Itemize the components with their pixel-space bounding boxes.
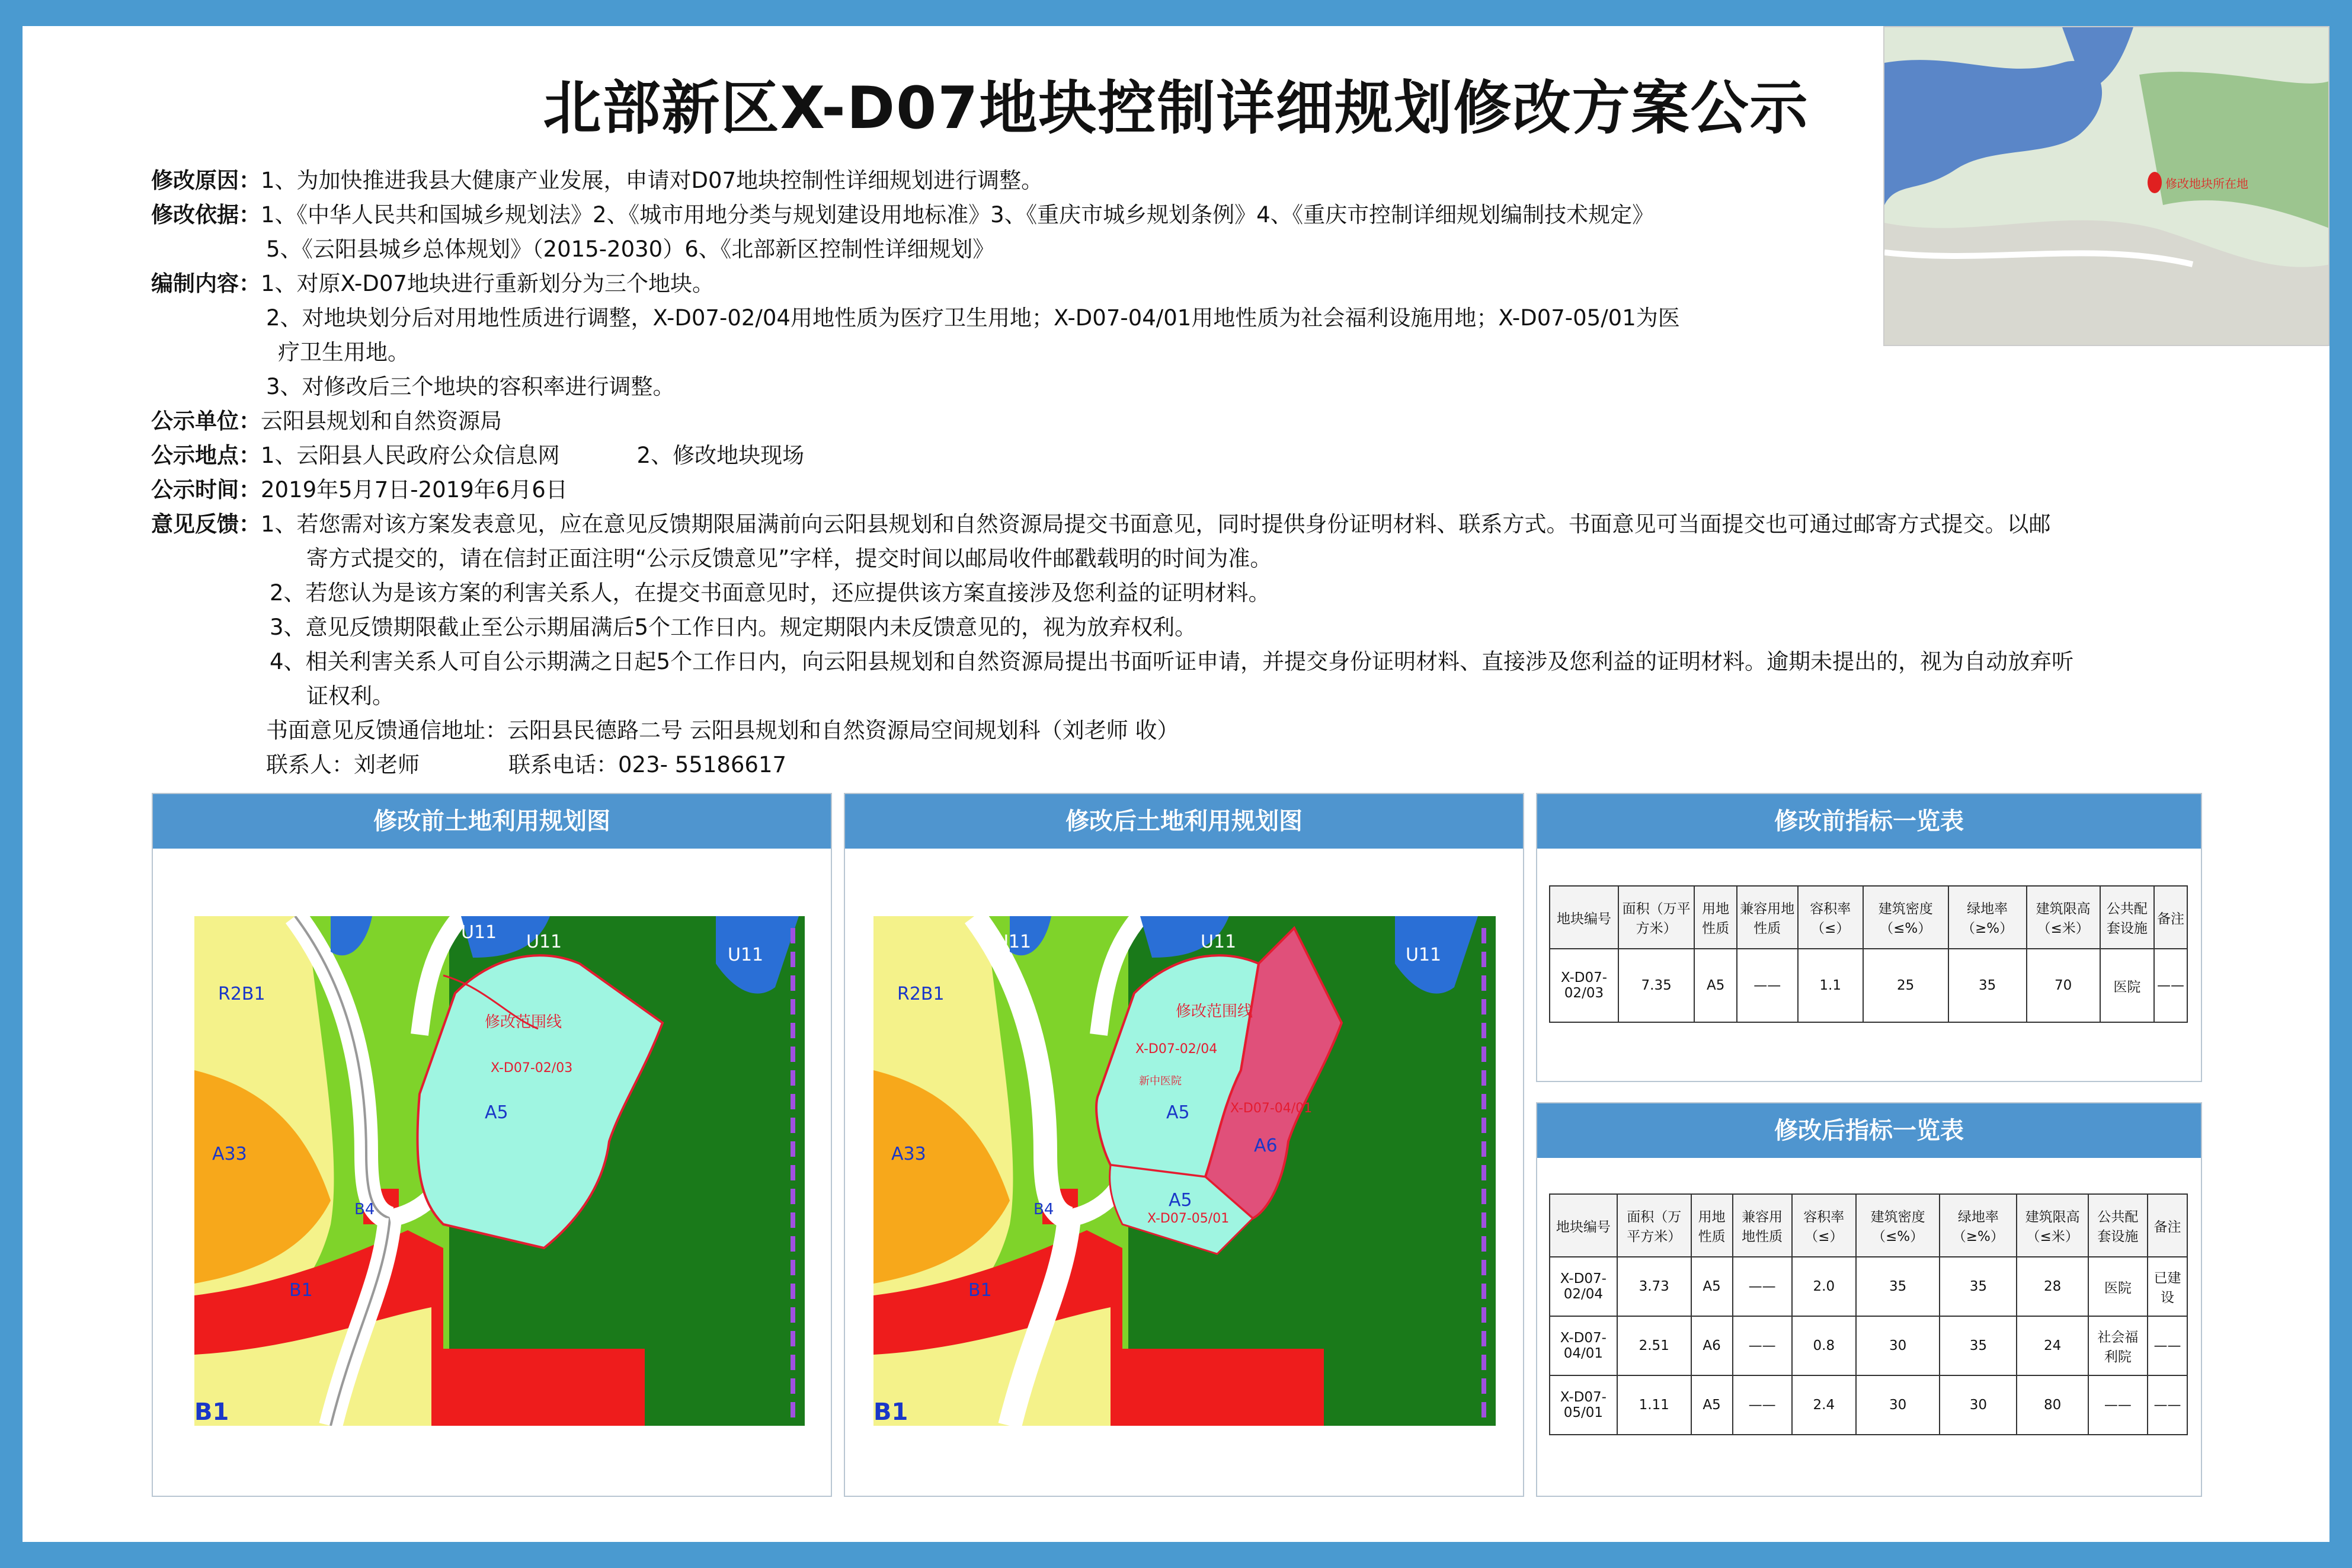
- before-label-u11c: U11: [728, 945, 764, 965]
- cell: 2.0: [1792, 1257, 1856, 1316]
- cell: 2.51: [1617, 1316, 1691, 1375]
- after-label-a6: A6: [1254, 1135, 1278, 1156]
- col-green: 绿地率（≥%）: [1940, 1194, 2017, 1257]
- content-item2b: 疗卫生用地。: [278, 340, 409, 365]
- feedback-label: 意见反馈：: [151, 511, 261, 537]
- basis-label: 修改依据：: [151, 202, 261, 228]
- time-text: 2019年5月7日-2019年6月6日: [261, 477, 568, 503]
- feedback-address: 书面意见反馈通信地址：云阳县民德路二号 云阳县规划和自然资源局空间规划科（刘老师 收）: [266, 718, 1179, 743]
- cell: 28: [2017, 1257, 2088, 1316]
- col-far: 容积率（≤）: [1792, 1194, 1856, 1257]
- reason-label: 修改原因：: [151, 168, 261, 193]
- before-land-use-map: [194, 916, 805, 1426]
- before-map-header: 修改前土地利用规划图: [153, 794, 831, 849]
- location-marker-icon: [2148, 172, 2162, 193]
- before-label-u11a: U11: [461, 922, 497, 943]
- contact-person: 联系人：刘老师: [266, 752, 420, 777]
- location-marker-label: 修改地块所在地: [2165, 177, 2248, 191]
- after-table-panel: [1536, 1102, 2202, 1497]
- feedback-f4a: 4、相关利害关系人可自公示期满之日起5个工作日内，向云阳县规划和自然资源局提出书面听证申请，并提交身份证明材料、直接涉及您利益的证明材料。逾期未提出的，视为自动放弃听: [270, 649, 2074, 674]
- cell: X-D07-04/01: [1550, 1316, 1617, 1375]
- col-remark: 备注: [2154, 886, 2187, 949]
- col-facility: 公共配套设施: [2088, 1194, 2148, 1257]
- after-parcel-0204: X-D07-02/04: [1135, 1042, 1218, 1057]
- after-parcel-0501: X-D07-05/01: [1147, 1211, 1230, 1226]
- after-label-a5-bottom: A5: [1169, 1190, 1192, 1211]
- cell: ——: [1733, 1316, 1792, 1375]
- place-label: 公示地点：: [151, 443, 261, 468]
- col-facility: 公共配套设施: [2100, 886, 2154, 949]
- before-label-b1: B1: [289, 1280, 313, 1301]
- after-indicator-table: [1549, 1193, 2188, 1435]
- cell: 35: [1948, 949, 2027, 1022]
- cell: ——: [1733, 1257, 1792, 1316]
- before-label-r2b1: R2B1: [218, 984, 265, 1004]
- cell: 30: [1856, 1316, 1940, 1375]
- after-label-b1-bottom: B1: [873, 1399, 908, 1426]
- before-label-a5: A5: [485, 1102, 508, 1123]
- after-label-b1: B1: [968, 1280, 992, 1301]
- before-parcel-label: X-D07-02/03: [491, 1061, 573, 1076]
- cell: 35: [1856, 1257, 1940, 1316]
- col-area: 面积（万平方米）: [1618, 886, 1694, 949]
- col-compatible: 兼容用地性质: [1733, 1194, 1792, 1257]
- cell: 3.73: [1617, 1257, 1691, 1316]
- cell: A5: [1691, 1375, 1733, 1435]
- cell: 已建设: [2148, 1257, 2187, 1316]
- cell: ——: [2088, 1375, 2148, 1435]
- cell: 1.1: [1798, 949, 1863, 1022]
- after-label-a5-top: A5: [1166, 1102, 1190, 1123]
- cell: 25: [1863, 949, 1948, 1022]
- location-map-graphic: [1884, 27, 2329, 346]
- basis-line2: 5、《云阳县城乡总体规划》（2015-2030）6、《北部新区控制性详细规划》: [266, 236, 995, 262]
- before-label-b1-bottom: B1: [194, 1399, 229, 1426]
- col-density: 建筑密度（≤%）: [1856, 1194, 1940, 1257]
- before-map-panel: [152, 793, 832, 1497]
- after-map-header: 修改后土地利用规划图: [845, 794, 1523, 849]
- after-label-u11a: U11: [996, 932, 1032, 952]
- col-height: 建筑限高（≤米）: [2027, 886, 2100, 949]
- content-item3: 3、对修改后三个地块的容积率进行调整。: [266, 374, 675, 399]
- unit-text: 云阳县规划和自然资源局: [261, 408, 502, 434]
- cell: 医院: [2100, 949, 2154, 1022]
- after-land-use-map: [873, 916, 1496, 1426]
- cell: 30: [1856, 1375, 1940, 1435]
- feedback-f1a: 1、若您需对该方案发表意见，应在意见反馈期限届满前向云阳县规划和自然资源局提交书面意见，同时提供身份证明材料、联系方式。书面意见可当面提交也可通过邮寄方式提交。以邮: [261, 511, 2051, 537]
- cell: 社会福利院: [2088, 1316, 2148, 1375]
- basis-line1: 1、《中华人民共和国城乡规划法》2、《城市用地分类与规划建设用地标准》3、《重庆市城乡规划条例》4、《重庆市控制详细规划编制技术规定》: [261, 202, 1655, 228]
- cell: 35: [1940, 1316, 2017, 1375]
- feedback-f4b: 证权利。: [306, 683, 394, 709]
- after-label-b4: B4: [1033, 1201, 1054, 1218]
- content-item1: 1、对原X-D07地块进行重新划分为三个地块。: [261, 271, 714, 296]
- cell: 2.4: [1792, 1375, 1856, 1435]
- cell: ——: [1733, 1375, 1792, 1435]
- before-label-u11b: U11: [526, 932, 562, 952]
- after-map-panel: [844, 793, 1524, 1497]
- table-row: [1550, 1375, 2187, 1435]
- col-parcel: 地块编号: [1550, 1194, 1617, 1257]
- cell: A5: [1691, 1257, 1733, 1316]
- cell: 30: [1940, 1375, 2017, 1435]
- cell: 0.8: [1792, 1316, 1856, 1375]
- after-label-r2b1: R2B1: [897, 984, 945, 1004]
- after-parcel-0401: X-D07-04/01: [1230, 1101, 1313, 1116]
- before-label-a33: A33: [212, 1144, 247, 1164]
- content-label: 编制内容：: [151, 271, 261, 296]
- reason-text: 1、为加快推进我县大健康产业发展，申请对D07地块控制性详细规划进行调整。: [261, 168, 1044, 193]
- cell: ——: [2148, 1316, 2187, 1375]
- after-boundary-label: 修改范围线: [1176, 1003, 1253, 1020]
- after-label-u11b: U11: [1201, 932, 1237, 952]
- content-item2a: 2、对地块划分后对用地性质进行调整，X-D07-02/04用地性质为医疗卫生用地；X-D07-04/01用地性质为社会福利设施用地；X-D07-05/01为医: [266, 305, 1680, 331]
- before-label-b4: B4: [354, 1201, 375, 1218]
- cell: ——: [1737, 949, 1798, 1022]
- feedback-f2: 2、若您认为是该方案的利害关系人，在提交书面意见时，还应提供该方案直接涉及您利益的证明材料。: [270, 580, 1271, 606]
- feedback-f1b: 寄方式提交的，请在信封正面注明“公示反馈意见”字样，提交时间以邮局收件邮戳载明的时间为准。: [306, 546, 1272, 571]
- col-remark: 备注: [2148, 1194, 2187, 1257]
- before-table-header: 修改前指标一览表: [1537, 794, 2201, 849]
- cell: X-D07-02/03: [1550, 949, 1618, 1022]
- col-far: 容积率（≤）: [1798, 886, 1863, 949]
- cell: 35: [1940, 1257, 2017, 1316]
- cell: X-D07-05/01: [1550, 1375, 1617, 1435]
- table-row: [1550, 1316, 2187, 1375]
- cell: A6: [1691, 1316, 1733, 1375]
- place-text1: 1、云阳县人民政府公众信息网: [261, 443, 560, 468]
- col-parcel: 地块编号: [1550, 886, 1618, 949]
- col-area: 面积（万平方米）: [1617, 1194, 1691, 1257]
- before-table-panel: [1536, 793, 2202, 1082]
- after-label-u11c: U11: [1406, 945, 1442, 965]
- cell: ——: [2154, 949, 2187, 1022]
- cell: 80: [2017, 1375, 2088, 1435]
- col-green: 绿地率（≥%）: [1948, 886, 2027, 949]
- col-height: 建筑限高（≤米）: [2017, 1194, 2088, 1257]
- cell: 70: [2027, 949, 2100, 1022]
- cell: ——: [2148, 1375, 2187, 1435]
- feedback-f3: 3、意见反馈期限截止至公示期届满后5个工作日内。规定期限内未反馈意见的，视为放弃权利。: [270, 615, 1197, 640]
- cell: A5: [1694, 949, 1737, 1022]
- after-hospital-label: 新中医院: [1139, 1075, 1182, 1087]
- after-label-a33: A33: [891, 1144, 926, 1164]
- cell: 24: [2017, 1316, 2088, 1375]
- cell: X-D07-02/04: [1550, 1257, 1617, 1316]
- before-indicator-table: [1549, 885, 2188, 1023]
- col-landuse: 用地性质: [1694, 886, 1737, 949]
- col-density: 建筑密度（≤%）: [1863, 886, 1948, 949]
- cell: 7.35: [1618, 949, 1694, 1022]
- after-table-header: 修改后指标一览表: [1537, 1103, 2201, 1158]
- before-boundary-label: 修改范围线: [485, 1013, 562, 1031]
- time-label: 公示时间：: [151, 477, 261, 503]
- cell: 1.11: [1617, 1375, 1691, 1435]
- unit-label: 公示单位：: [151, 408, 261, 434]
- place-text2: 2、修改地块现场: [636, 443, 805, 468]
- table-row: [1550, 1257, 2187, 1316]
- table-row: [1550, 949, 2187, 1022]
- col-landuse: 用地性质: [1691, 1194, 1733, 1257]
- page-title: 北部新区X-D07地块控制详细规划修改方案公示: [543, 75, 1809, 142]
- col-compatible: 兼容用地性质: [1737, 886, 1798, 949]
- contact-phone: 联系电话：023- 55186617: [508, 752, 787, 777]
- location-map: [1883, 26, 2329, 346]
- cell: 医院: [2088, 1257, 2148, 1316]
